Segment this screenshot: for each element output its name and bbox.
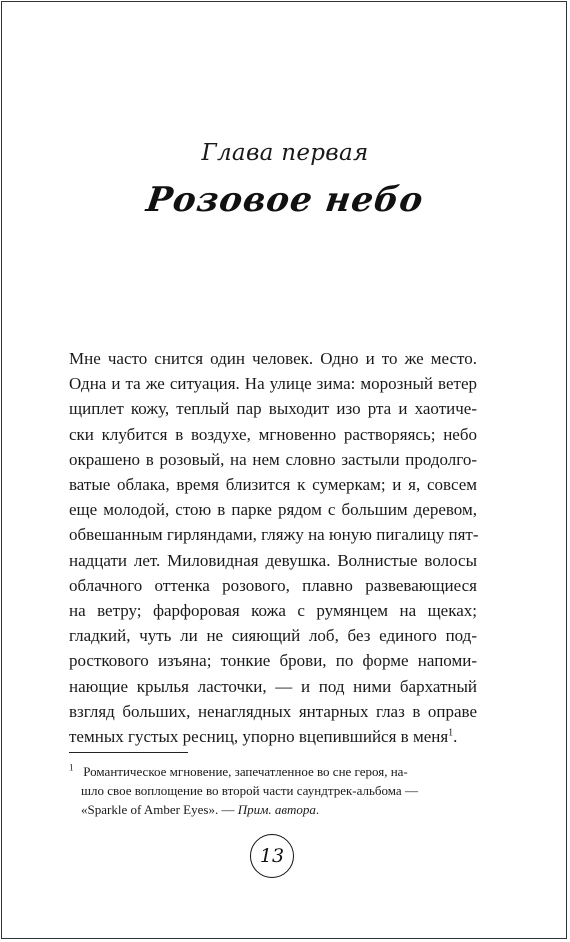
- footnote: [69, 762, 477, 819]
- footnote-marker: 1: [69, 762, 74, 773]
- body-line: гладкий, чуть ли не сияющий лоб, без единого под-: [69, 626, 477, 646]
- footnote-divider: [69, 752, 188, 753]
- chapter-number-heading: Глава первая: [201, 140, 369, 166]
- footnote-line: шло свое воплощение во второй части саундтрек-альбома —: [81, 783, 418, 798]
- body-line: росткового изъяна; тонкие брови, по форме напоми-: [69, 651, 477, 671]
- footnote-line-end: .: [315, 802, 320, 817]
- footnote-author-note: Прим. автора: [237, 802, 316, 817]
- body-line: Мне часто снится один человек. Одно и то же место.: [69, 349, 477, 368]
- body-line: ски клубится в воздухе, мгновенно растворяясь; небо: [69, 424, 477, 444]
- body-line: Одна и та же ситуация. На улице зима: морозный ветер: [69, 374, 477, 394]
- body-paragraph: [69, 346, 477, 749]
- page-number-text: 13: [259, 845, 285, 867]
- body-line: надцати лет. Миловидная девушка. Волнистые волосы: [69, 550, 477, 570]
- body-line: темных густых ресниц, упорно вцепившийся в меня: [69, 727, 449, 747]
- footnote-line: «Sparkle of Amber Eyes». —: [81, 802, 238, 817]
- body-line: окрашено в розовый, на нем словно застыли продолго-: [69, 449, 477, 469]
- footnote-line: Романтическое мгновение, запечатленное во сне героя, на-: [83, 764, 408, 779]
- body-line: нающие крылья ласточки, — и под ними бархатный: [69, 676, 477, 696]
- body-line: еще молодой, стою в парке рядом с большим деревом,: [69, 500, 477, 520]
- body-line: щиплет кожу, теплый пар выходит изо рта и хаотиче-: [69, 399, 477, 419]
- chapter-title: Розовое небо: [143, 180, 427, 220]
- body-line: облачного оттенка розового, плавно развевающиеся: [69, 575, 477, 595]
- body-line: ватые облака, время близится к сумеркам; и я, совсем: [69, 475, 477, 495]
- body-line: взгляд больших, ненаглядных янтарных глаз в оправе: [69, 701, 477, 721]
- page-number: [250, 834, 294, 878]
- footnote-reference[interactable]: 1: [448, 727, 454, 739]
- body-line: обвешанным гирляндами, гляжу на юную пигалицу пят-: [69, 525, 479, 545]
- body-line: на ветру; фарфоровая кожа с румянцем на щеках;: [69, 601, 477, 621]
- body-last-line: темных густых ресниц, упорно вцепившийся в меня$^1$.: [69, 727, 458, 747]
